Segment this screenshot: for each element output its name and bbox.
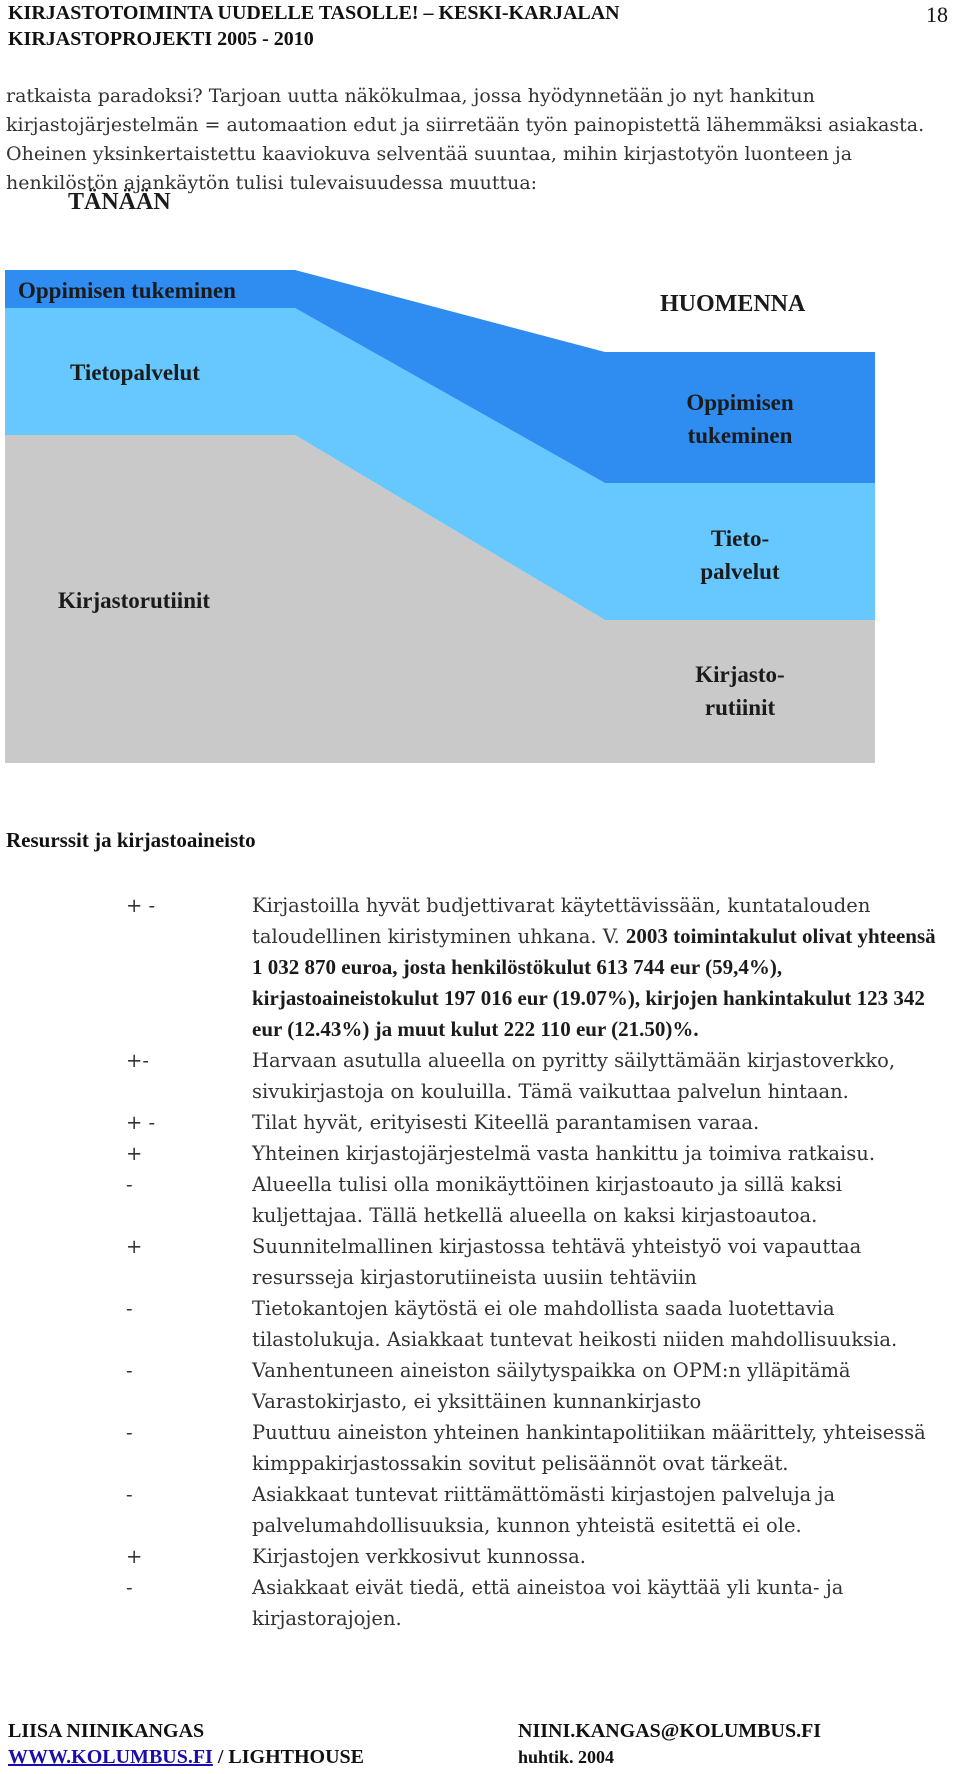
- footer-website-link[interactable]: WWW.KOLUMBUS.FI: [8, 1746, 213, 1768]
- header-title-line-1: KIRJASTOTOIMINTA UUDELLE TASOLLE! – KESKI-KARJALAN: [8, 2, 620, 24]
- list-item-text-plain: Harvaan asutulla alueella on pyritty säilyttämään kirjastoverkko, sivukirjastoja on kouluilla. Tämä vaikuttaa palvelun hintaan.: [252, 1049, 896, 1103]
- list-item-text: [252, 1541, 942, 1572]
- list-item: [0, 1138, 960, 1169]
- footer-email: NIINI.KANGAS@KOLUMBUS.FI: [518, 1720, 822, 1742]
- tomorrow-routines-label: [665, 658, 815, 724]
- tomorrow-learning-line-2: tukeminen: [687, 423, 793, 448]
- workload-shift-diagram: [0, 189, 960, 775]
- section-heading: Resurssit ja kirjastoaineisto: [6, 828, 256, 852]
- list-item-sign: +: [126, 1142, 143, 1165]
- list-item-text-plain: Kirjastoilla hyvät budjettivarat käytettävissään, kuntatalouden taloudellinen kiristyminen uhkana. V.: [252, 894, 871, 948]
- tomorrow-routines-line-1: Kirjasto-: [695, 662, 785, 687]
- tomorrow-info-line-2: palvelut: [700, 559, 780, 584]
- tomorrow-learning-label: [660, 386, 820, 452]
- list-item-text: [252, 1355, 942, 1417]
- page-footer: [8, 1718, 948, 1770]
- list-item-text-plain: Tilat hyvät, erityisesti Kiteellä parantamisen varaa.: [252, 1111, 760, 1134]
- intro-paragraph: ratkaista paradoksi? Tarjoan uutta näkökulmaa, jossa hyödynnetään jo nyt hankitun kirjastojärjestelmän = automaation edut ja siirretään työn painopistettä lähemmäksi asiakasta. Oheinen yksinkertaistettu kaaviokuva selventää suuntaa, mihin kirjastotyön luonteen ja henkilöstön ajankäytön tulisi tulevaisuudessa muuttua:: [6, 85, 925, 194]
- list-item-text-plain: Alueella tulisi olla monikäyttöinen kirjastoauto ja sillä kaksi kuljettajaa. Tällä hetkellä alueella on kaksi kirjastoautoa.: [252, 1173, 843, 1227]
- today-learning-label: Oppimisen tukeminen: [18, 278, 236, 303]
- list-item: [0, 1479, 960, 1541]
- list-item-text: [252, 1138, 942, 1169]
- today-routines-label: Kirjastorutiinit: [58, 588, 211, 613]
- list-item: [0, 1572, 960, 1634]
- list-item-text: [252, 890, 942, 1045]
- learning-support-top-slope: [5, 270, 295, 272]
- list-item-text-plain: Asiakkaat tuntevat riittämättömästi kirjastojen palveluja ja palvelumahdollisuuksia, kunnon yhteistä esitettä ei ole.: [252, 1483, 836, 1537]
- list-item-text: [252, 1572, 942, 1634]
- list-item-text-plain: Puuttuu aineiston yhteinen hankintapolitiikan määrittely, yhteisessä kimppakirjastossakin sovitut pelisäännöt ovat tärkeät.: [252, 1421, 926, 1475]
- list-item: [0, 1541, 960, 1572]
- list-item-text-plain: Suunnitelmallinen kirjastossa tehtävä yhteistyö voi vapauttaa resursseja kirjastorutiineista uusiin tehtäviin: [252, 1235, 862, 1289]
- list-item-sign: + -: [126, 1111, 156, 1134]
- list-item: [0, 1107, 960, 1138]
- list-item: [0, 890, 960, 1045]
- list-item: [0, 1355, 960, 1417]
- tomorrow-routines-line-2: rutiinit: [704, 695, 776, 720]
- list-item-sign: -: [126, 1359, 133, 1382]
- list-item: [0, 1231, 960, 1293]
- list-item-sign: -: [126, 1297, 133, 1320]
- page-number: 18: [926, 2, 948, 27]
- list-item-text-plain: Yhteinen kirjastojärjestelmä vasta hankittu ja toimiva ratkaisu.: [252, 1142, 876, 1165]
- list-item-sign: -: [126, 1173, 133, 1196]
- footer-author: LIISA NIINIKANGAS: [8, 1720, 205, 1742]
- list-item-sign: + -: [126, 894, 156, 917]
- list-item-text-bold: 2003 toimintakulut olivat yhteensä 1 032 870 euroa, josta henkilöstökulut 613 744 eur (59,4%), kirjastoaineistokulut 197 016 eur (19.07%), kirjojen hankintakulut 123 342 eur (12.43%) ja muut kulut 222 110 eur (21.50)%.: [252, 924, 936, 1041]
- list-item-sign: -: [126, 1483, 133, 1506]
- list-item-sign: +: [126, 1235, 143, 1258]
- list-item-text-plain: Tietokantojen käytöstä ei ole mahdollista saada luotettavia tilastolukuja. Asiakkaat tuntevat heikosti niiden mahdollisuuksia.: [252, 1297, 898, 1351]
- list-item-sign: +-: [126, 1049, 149, 1072]
- list-item-text-plain: Kirjastojen verkkosivut kunnossa.: [252, 1545, 586, 1568]
- tomorrow-label: HUOMENNA: [660, 291, 806, 317]
- list-item: [0, 1169, 960, 1231]
- tomorrow-learning-line-1: Oppimisen: [686, 390, 794, 415]
- list-item-text: [252, 1231, 942, 1293]
- page-header: [8, 0, 948, 52]
- list-item: [0, 1417, 960, 1479]
- tomorrow-info-label: [665, 522, 815, 588]
- list-item-text: [252, 1045, 942, 1107]
- resource-list: [0, 890, 960, 1634]
- today-label: TÄNÄÄN: [68, 189, 171, 215]
- tomorrow-info-line-1: Tieto-: [710, 526, 770, 551]
- list-item-sign: -: [126, 1576, 133, 1599]
- list-item-text-plain: Asiakkaat eivät tiedä, että aineistoa voi käyttää yli kunta- ja kirjastorajojen.: [252, 1576, 844, 1630]
- list-item-text: [252, 1293, 942, 1355]
- footer-date: huhtik. 2004: [518, 1747, 615, 1767]
- list-item-sign: +: [126, 1545, 143, 1568]
- today-info-label: Tietopalvelut: [70, 360, 200, 385]
- footer-right: [518, 1718, 821, 1770]
- list-item: [0, 1045, 960, 1107]
- list-item: [0, 1293, 960, 1355]
- header-title-line-2: KIRJASTOPROJEKTI 2005 - 2010: [8, 28, 314, 50]
- footer-website-suffix: / LIGHTHOUSE: [212, 1746, 364, 1768]
- list-item-text: [252, 1107, 942, 1138]
- list-item-text: [252, 1417, 942, 1479]
- list-item-text: [252, 1479, 942, 1541]
- list-item-text: [252, 1169, 942, 1231]
- list-item-sign: -: [126, 1421, 133, 1444]
- list-item-text-plain: Vanhentuneen aineiston säilytyspaikka on OPM:n ylläpitämä Varastokirjasto, ei yksittäinen kunnankirjasto: [252, 1359, 851, 1413]
